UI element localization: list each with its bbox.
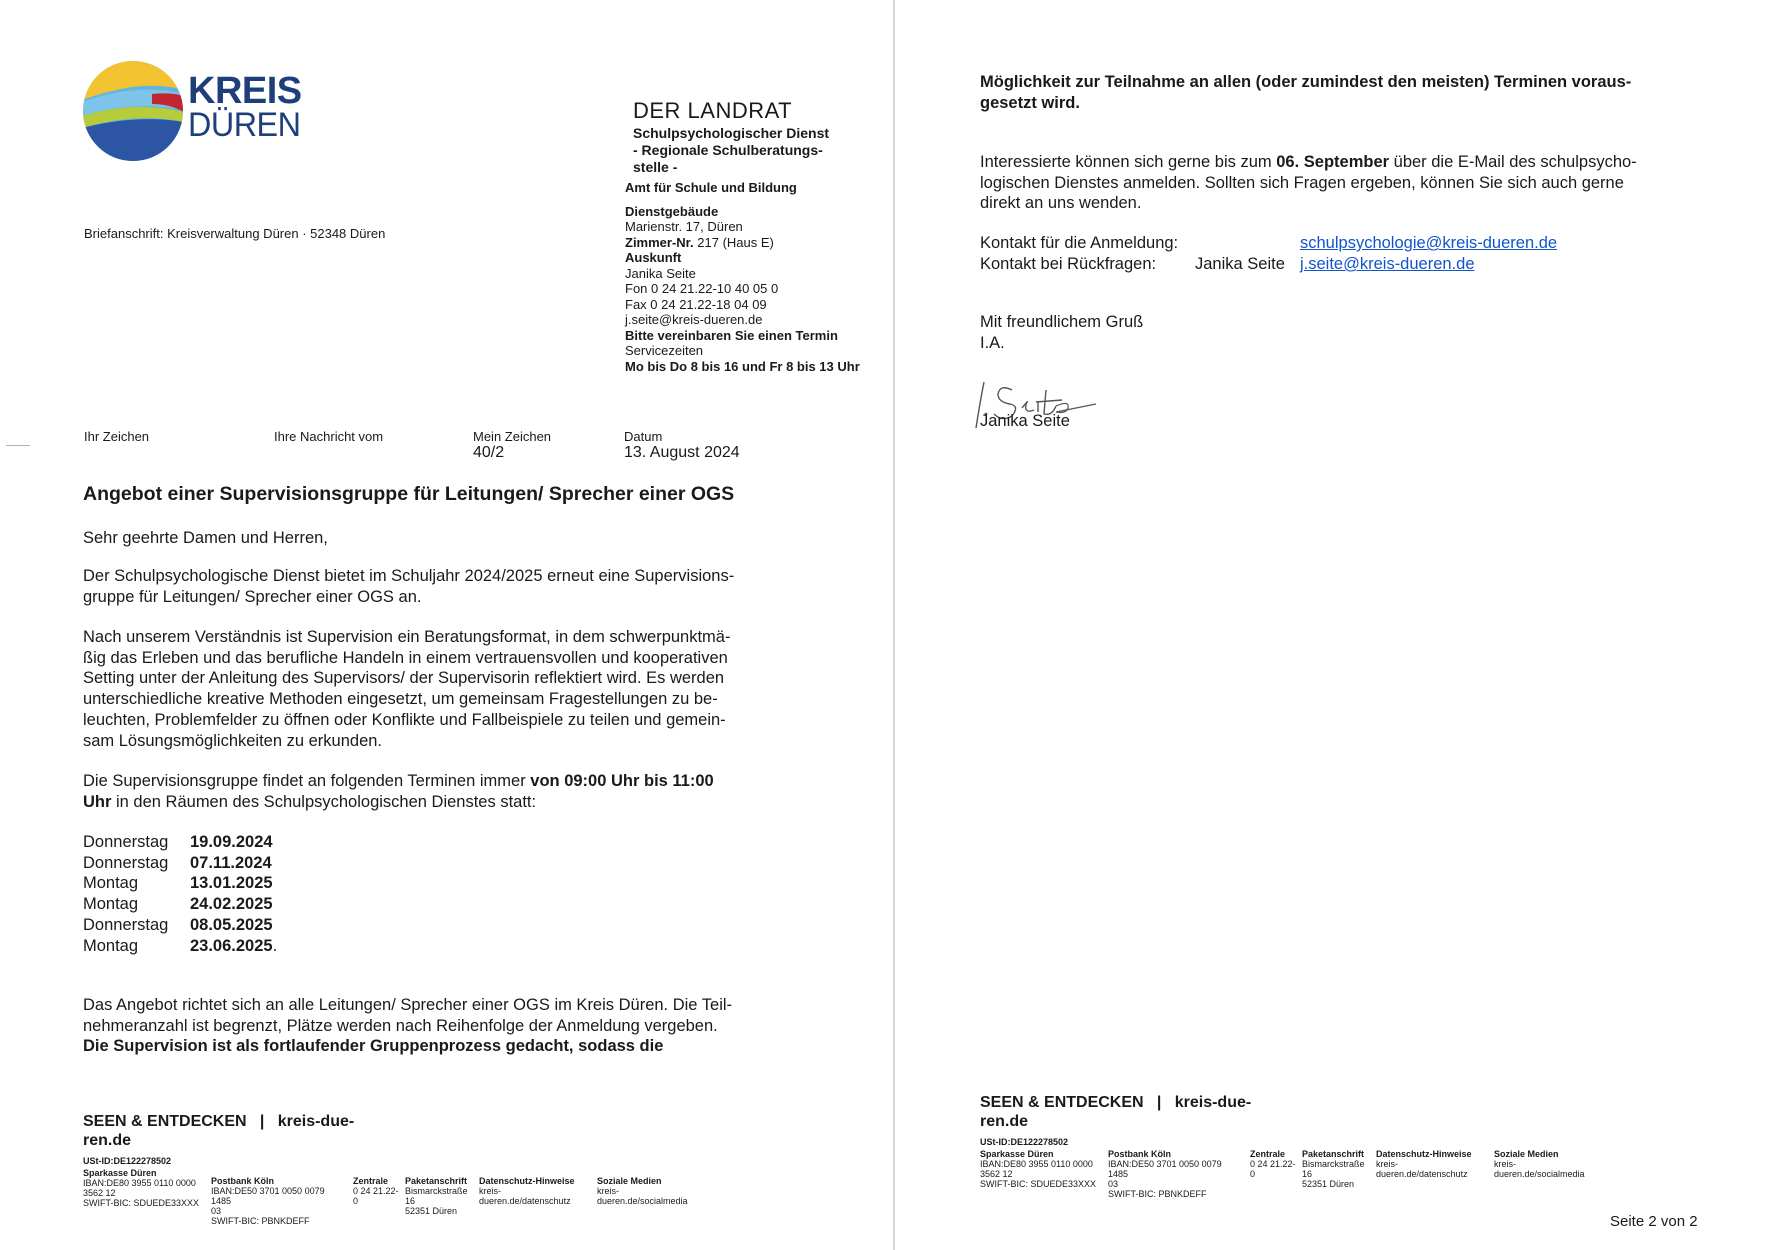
contact2-email-link[interactable]: j.seite@kreis-dueren.de	[1300, 255, 1475, 273]
date-value: 08.05.2025	[190, 915, 273, 934]
text-line-bold: Die Supervision ist als fortlaufender Gruppenprozess gedacht, sodass die	[83, 1037, 664, 1056]
footer-slogan-2: ren.de	[980, 1113, 1029, 1130]
date-row	[83, 853, 277, 874]
footer-slogan: SEEN & ENTDECKEN | kreis-due-	[980, 1094, 1252, 1111]
paragraph-2	[83, 627, 730, 751]
text-line: Setting unter der Anleitung des Supervisors/ der Supervisorin reflektiert wird. Es werden	[83, 669, 725, 688]
text-span: über die E-Mail des schulpsycho-	[1389, 153, 1637, 171]
text-line: gesetzt wird.	[980, 93, 1080, 112]
text-line: ßig das Erleben und das berufliche Handeln in einem vertrauensvollen und kooperativen	[83, 648, 728, 667]
text-line: nehmeranzahl ist begrenzt, Plätze werden nach Reihenfolge der Anmeldung vergeben.	[83, 1016, 718, 1035]
page-number: Seite 2 von 2	[1610, 1213, 1698, 1230]
phone: Fon 0 24 21.22-10 40 05 0	[625, 281, 779, 296]
date-row	[83, 832, 277, 853]
text-line: Das Angebot richtet sich an alle Leitungen/ Sprecher einer OGS im Kreis Düren. Die Teil-	[83, 996, 733, 1014]
text-line: Nach unserem Verständnis ist Supervision ein Beratungsformat, in dem schwerpunktmä-	[83, 628, 731, 646]
footer-col-central	[1250, 1149, 1296, 1199]
info-label: Auskunft	[625, 250, 682, 265]
page2-continuation	[980, 72, 1631, 113]
date-day: Donnerstag	[83, 853, 169, 872]
date-suffix: .	[272, 936, 278, 955]
building-label: Dienstgebäude	[625, 203, 719, 219]
date-day: Donnerstag	[83, 915, 169, 934]
footer-col-bank1	[980, 1149, 1102, 1199]
deadline-bold: 06. September	[1276, 153, 1390, 171]
ref-mein-zeichen-value: 40/2	[473, 444, 505, 461]
text-line	[83, 792, 714, 813]
date-day: Montag	[83, 936, 139, 955]
footer-line: 03	[211, 1206, 222, 1216]
page-divider	[893, 0, 895, 1250]
footer-line: 3562 12	[980, 1169, 1013, 1179]
footer-col-central	[353, 1176, 399, 1226]
footer-heading: Datenschutz-Hinweise	[479, 1176, 575, 1186]
footer-line: SWIFT-BIC: PBNKDEFF	[211, 1216, 310, 1226]
footer-heading: Paketanschrift	[405, 1176, 468, 1186]
room-label: Zimmer-Nr.	[625, 234, 694, 250]
page2-registration	[980, 152, 1637, 214]
dept-line: Schulpsychologischer Dienst	[633, 125, 830, 141]
footer-slogan: SEEN & ENTDECKEN | kreis-due-	[83, 1113, 355, 1130]
text-line: logischen Dienstes anmelden. Sollten sich Fragen ergeben, können Sie sich auch gerne	[980, 173, 1624, 192]
footer-line: 16	[405, 1196, 416, 1206]
building-address: Marienstr. 17, Düren	[625, 219, 743, 234]
room-line	[625, 235, 860, 251]
paragraph-1	[83, 566, 734, 607]
service-hours: Mo bis Do 8 bis 16 und Fr 8 bis 13 Uhr	[625, 358, 860, 374]
text-span: in den Räumen des Schulpsychologischen Dienstes statt:	[111, 792, 537, 811]
text-line: direkt an uns wenden.	[980, 194, 1142, 213]
footer-heading: Datenschutz-Hinweise	[1376, 1149, 1472, 1159]
department-name	[633, 125, 829, 176]
date-row	[83, 936, 277, 957]
date-value: 23.06.2025	[190, 936, 273, 955]
footer-heading: Zentrale	[1250, 1149, 1286, 1159]
footer-line: SWIFT-BIC: SDUEDE33XXX	[980, 1179, 1097, 1189]
footer-ust: USt-ID:DE122278502	[83, 1156, 172, 1166]
text-line: leuchten, Problemfelder zu öffnen oder Konflikte und Fallbeispiele zu teilen und gemein-	[83, 710, 726, 729]
contact-name: Janika Seite	[625, 265, 696, 281]
dates-list	[83, 832, 277, 956]
footer-line: 3562 12	[83, 1188, 116, 1198]
appointment-note: Bitte vereinbaren Sie einen Termin	[625, 327, 838, 343]
ref-ihr-zeichen: Ihr Zeichen	[84, 429, 150, 444]
footer-line: kreis-	[597, 1186, 619, 1196]
footer-page1	[83, 1112, 693, 1226]
ia-label: I.A.	[980, 334, 1005, 352]
footer-heading: Zentrale	[353, 1176, 389, 1186]
date-day: Montag	[83, 895, 139, 914]
footer-heading: Soziale Medien	[1494, 1149, 1559, 1159]
footer-line: Bismarckstraße	[1302, 1159, 1365, 1169]
logo-line1: KREIS	[188, 70, 302, 112]
footer-ust: USt-ID:DE122278502	[980, 1137, 1069, 1147]
footer-line: IBAN:DE50 3701 0050 0079 1485	[1108, 1159, 1222, 1179]
text-span: Interessierte können sich gerne bis zum	[980, 153, 1277, 171]
date-row	[83, 915, 277, 936]
date-day: Donnerstag	[83, 833, 169, 851]
footer-col-privacy	[479, 1176, 591, 1226]
footer-heading: Postbank Köln	[1108, 1149, 1172, 1159]
footer-line: kreis-dueren.de/datenschutz	[1376, 1159, 1468, 1179]
ref-ihre-nachricht: Ihre Nachricht vom	[274, 429, 384, 444]
time-range-bold: Uhr	[83, 792, 112, 811]
footer-line: IBAN:DE80 3955 0110 0000	[83, 1178, 196, 1188]
logo-circle-icon	[82, 60, 184, 162]
fold-mark	[6, 445, 30, 446]
salutation: Sehr geehrte Damen und Herren,	[83, 529, 328, 547]
footer-line: 0 24 21.22-0	[353, 1186, 399, 1206]
footer-line: dueren.de/socialmedia	[1494, 1169, 1585, 1179]
footer-line: kreis-	[1494, 1159, 1516, 1169]
footer-col-parcel	[1302, 1149, 1370, 1199]
footer-page2	[980, 1093, 1590, 1199]
contact2-name: Janika Seite	[1195, 255, 1285, 273]
paragraph-4	[83, 995, 732, 1057]
dept-line: - Regionale Schulberatungs-	[633, 142, 823, 158]
footer-col-bank1	[83, 1168, 205, 1226]
date-value: 24.02.2025	[190, 895, 273, 914]
footer-line: IBAN:DE50 3701 0050 0079 1485	[211, 1186, 325, 1206]
footer-col-parcel	[405, 1176, 473, 1226]
footer-slogan-2: ren.de	[83, 1132, 132, 1149]
footer-line: kreis-dueren.de/datenschutz	[479, 1186, 571, 1206]
footer-heading: Paketanschrift	[1302, 1149, 1365, 1159]
text-line	[980, 152, 1637, 173]
text-span: Die Supervisionsgruppe findet an folgenden Terminen immer	[83, 772, 531, 790]
paragraph-3	[83, 771, 714, 812]
footer-line: 52351 Düren	[405, 1206, 458, 1216]
date-row	[83, 894, 277, 915]
footer-heading: Soziale Medien	[597, 1176, 662, 1186]
fax: Fax 0 24 21.22-18 04 09	[625, 296, 767, 312]
date-day: Montag	[83, 874, 139, 893]
date-row	[83, 873, 277, 894]
email: j.seite@kreis-dueren.de	[625, 312, 763, 327]
footer-heading: Sparkasse Düren	[980, 1149, 1054, 1159]
contact-block	[625, 180, 860, 374]
footer-line: SWIFT-BIC: PBNKDEFF	[1108, 1189, 1207, 1199]
room-value: 217 (Haus E)	[697, 234, 774, 250]
footer-line: 03	[1108, 1179, 1119, 1189]
footer-col-bank2	[211, 1176, 347, 1226]
date-value: 07.11.2024	[190, 853, 272, 872]
date-value: 13.01.2025	[190, 874, 273, 893]
text-line: unterschiedliche kreative Methoden eingesetzt, um gemeinsam Fragestellungen zu be-	[83, 690, 718, 709]
footer-line: IBAN:DE80 3955 0110 0000	[980, 1159, 1093, 1169]
footer-line: 0 24 21.22-0	[1250, 1159, 1296, 1179]
text-line	[83, 771, 714, 792]
footer-line: 52351 Düren	[1302, 1179, 1355, 1189]
amt-name: Amt für Schule und Bildung	[625, 180, 797, 195]
subject-line: Angebot einer Supervisionsgruppe für Leitungen/ Sprecher einer OGS	[83, 483, 735, 505]
contact1-email-link[interactable]: schulpsychologie@kreis-dueren.de	[1300, 234, 1558, 252]
ref-datum-label: Datum	[624, 429, 663, 444]
service-label: Servicezeiten	[625, 343, 704, 358]
date-value: 19.09.2024	[190, 833, 273, 851]
ref-mein-zeichen-label: Mein Zeichen	[473, 429, 552, 444]
signature-name: Janika Seite	[980, 412, 1070, 430]
footer-heading: Postbank Köln	[211, 1176, 275, 1186]
text-line: sam Lösungsmöglichkeiten zu erkunden.	[83, 731, 383, 750]
footer-columns	[980, 1149, 1590, 1199]
text-line: Möglichkeit zur Teilnahme an allen (oder zumindest den meisten) Terminen voraus-	[980, 73, 1632, 91]
footer-heading: Sparkasse Düren	[83, 1168, 157, 1178]
footer-line: dueren.de/socialmedia	[597, 1196, 688, 1206]
footer-columns	[83, 1168, 693, 1226]
footer-col-bank2	[1108, 1149, 1244, 1199]
ref-datum-value: 13. August 2024	[624, 444, 740, 461]
sender-address: Briefanschrift: Kreisverwaltung Düren · 52348 Düren	[84, 226, 386, 241]
logo-line2: DÜREN	[188, 106, 301, 144]
contact2-label: Kontakt bei Rückfragen:	[980, 255, 1157, 273]
footer-line: 16	[1302, 1169, 1313, 1179]
text-line: gruppe für Leitungen/ Sprecher einer OGS an.	[83, 587, 422, 606]
dept-line: stelle -	[633, 159, 678, 175]
landrat-title: DER LANDRAT	[633, 98, 793, 123]
kreis-dueren-logo	[82, 60, 302, 164]
footer-line: Bismarckstraße	[405, 1186, 468, 1196]
time-range-bold: von 09:00 Uhr bis 11:00	[530, 772, 714, 790]
footer-col-social	[597, 1176, 687, 1226]
contact1-label: Kontakt für die Anmeldung:	[980, 234, 1179, 252]
footer-col-social	[1494, 1149, 1584, 1199]
closing: Mit freundlichem Gruß	[980, 313, 1144, 331]
footer-line: SWIFT-BIC: SDUEDE33XXX	[83, 1198, 200, 1208]
text-line: Der Schulpsychologische Dienst bietet im Schuljahr 2024/2025 erneut eine Supervisions-	[83, 567, 735, 585]
footer-col-privacy	[1376, 1149, 1488, 1199]
